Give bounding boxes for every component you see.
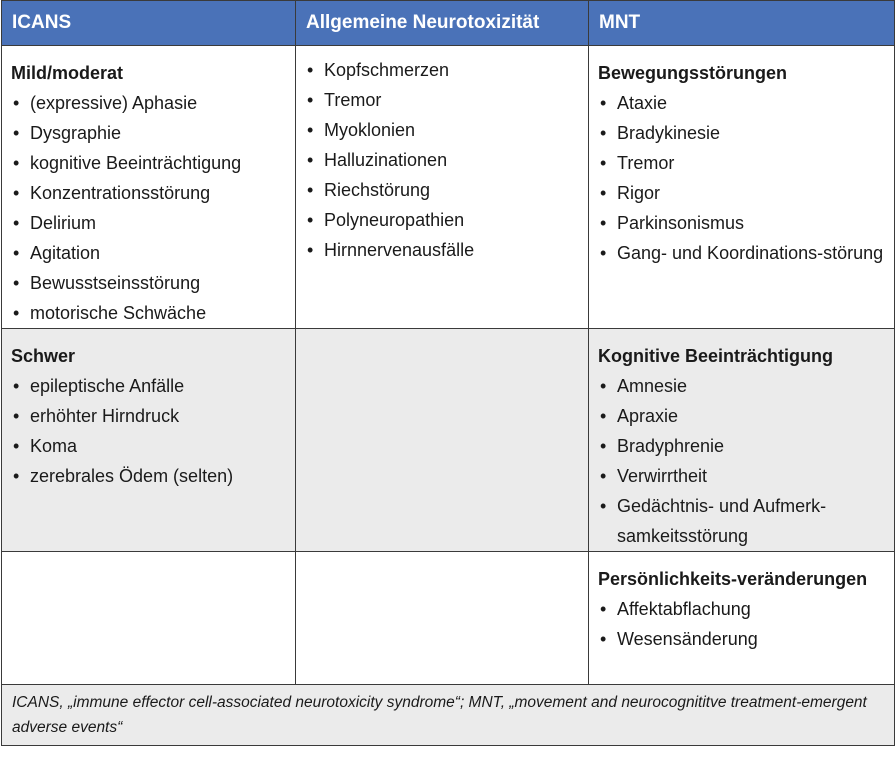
list-item: • Rigor (598, 178, 886, 208)
header-general-neurotoxicity: Allgemeine Neurotoxizität (296, 1, 589, 46)
list-item: • Bradyphrenie (598, 431, 886, 461)
symptom-list (598, 88, 886, 268)
cell-mnt-cognitive (589, 329, 895, 552)
list-item: • epileptische Anfälle (11, 371, 287, 401)
list-item: • Parkinsonismus (598, 208, 886, 238)
list-item: • Agitation (11, 238, 287, 268)
header-row (2, 1, 895, 46)
footnote-row (2, 685, 895, 746)
cell-heading: Mild/moderat (11, 63, 124, 83)
list-item: • Wesensänderung (598, 624, 886, 654)
cell-heading: Persönlichkeits-veränderungen (598, 569, 868, 589)
list-item: • Myoklonien (305, 115, 580, 145)
symptom-list (598, 371, 886, 551)
list-item: • motorische Schwäche (11, 298, 287, 328)
list-item: • Bradykinesie (598, 118, 886, 148)
header-icans: ICANS (2, 1, 296, 46)
list-item: • Polyneuropathien (305, 205, 580, 235)
cell-empty (296, 552, 589, 685)
header-mnt: MNT (589, 1, 895, 46)
symptom-list (598, 594, 886, 654)
cell-heading: Bewegungsstörungen (598, 63, 788, 83)
cell-icans-mild (2, 46, 296, 329)
cell-general-symptoms (296, 46, 589, 329)
list-item: • Affektabflachung (598, 594, 886, 624)
list-item: • Tremor (305, 85, 580, 115)
list-item: • Ataxie (598, 88, 886, 118)
list-item: • Apraxie (598, 401, 886, 431)
table-row (2, 552, 895, 685)
list-item: • Amnesie (598, 371, 886, 401)
cell-empty (2, 552, 296, 685)
list-item: • Gang- und Koordinations-störung (598, 238, 886, 268)
list-item: • Bewusstseinsstörung (11, 268, 287, 298)
symptom-list (11, 88, 287, 328)
list-item: • erhöhter Hirndruck (11, 401, 287, 431)
list-item: • Halluzinationen (305, 145, 580, 175)
list-item: • Delirium (11, 208, 287, 238)
symptom-list (11, 371, 287, 491)
list-item: • kognitive Beeinträchtigung (11, 148, 287, 178)
cell-mnt-personality (589, 552, 895, 685)
list-item: • Dysgraphie (11, 118, 287, 148)
cell-mnt-movement (589, 46, 895, 329)
cell-empty (296, 329, 589, 552)
table-row (2, 46, 895, 329)
list-item: • Gedächtnis- und Aufmerk-samkeitsstörung (598, 491, 886, 551)
footnote-cell (2, 685, 895, 746)
neurotoxicity-table (1, 0, 895, 746)
list-item: • Verwirrtheit (598, 461, 886, 491)
list-item: • Konzentrationsstörung (11, 178, 287, 208)
list-item: • Hirnnervenausfälle (305, 235, 580, 265)
table-row (2, 329, 895, 552)
cell-icans-severe (2, 329, 296, 552)
cell-heading: Kognitive Beeinträchtigung (598, 346, 834, 366)
list-item: • Koma (11, 431, 287, 461)
list-item: • Kopfschmerzen (305, 55, 580, 85)
list-item: • (expressive) Aphasie (11, 88, 287, 118)
list-item: • Riechstörung (305, 175, 580, 205)
list-item: • zerebrales Ödem (selten) (11, 461, 287, 491)
symptom-list (305, 55, 580, 265)
list-item: • Tremor (598, 148, 886, 178)
cell-heading: Schwer (11, 346, 76, 366)
footnote-text: ICANS, „immune effector cell-associated neurotoxicity syndrome“; MNT, „movement and neurocognititve treatment-emergent adverse events“ (12, 694, 867, 736)
